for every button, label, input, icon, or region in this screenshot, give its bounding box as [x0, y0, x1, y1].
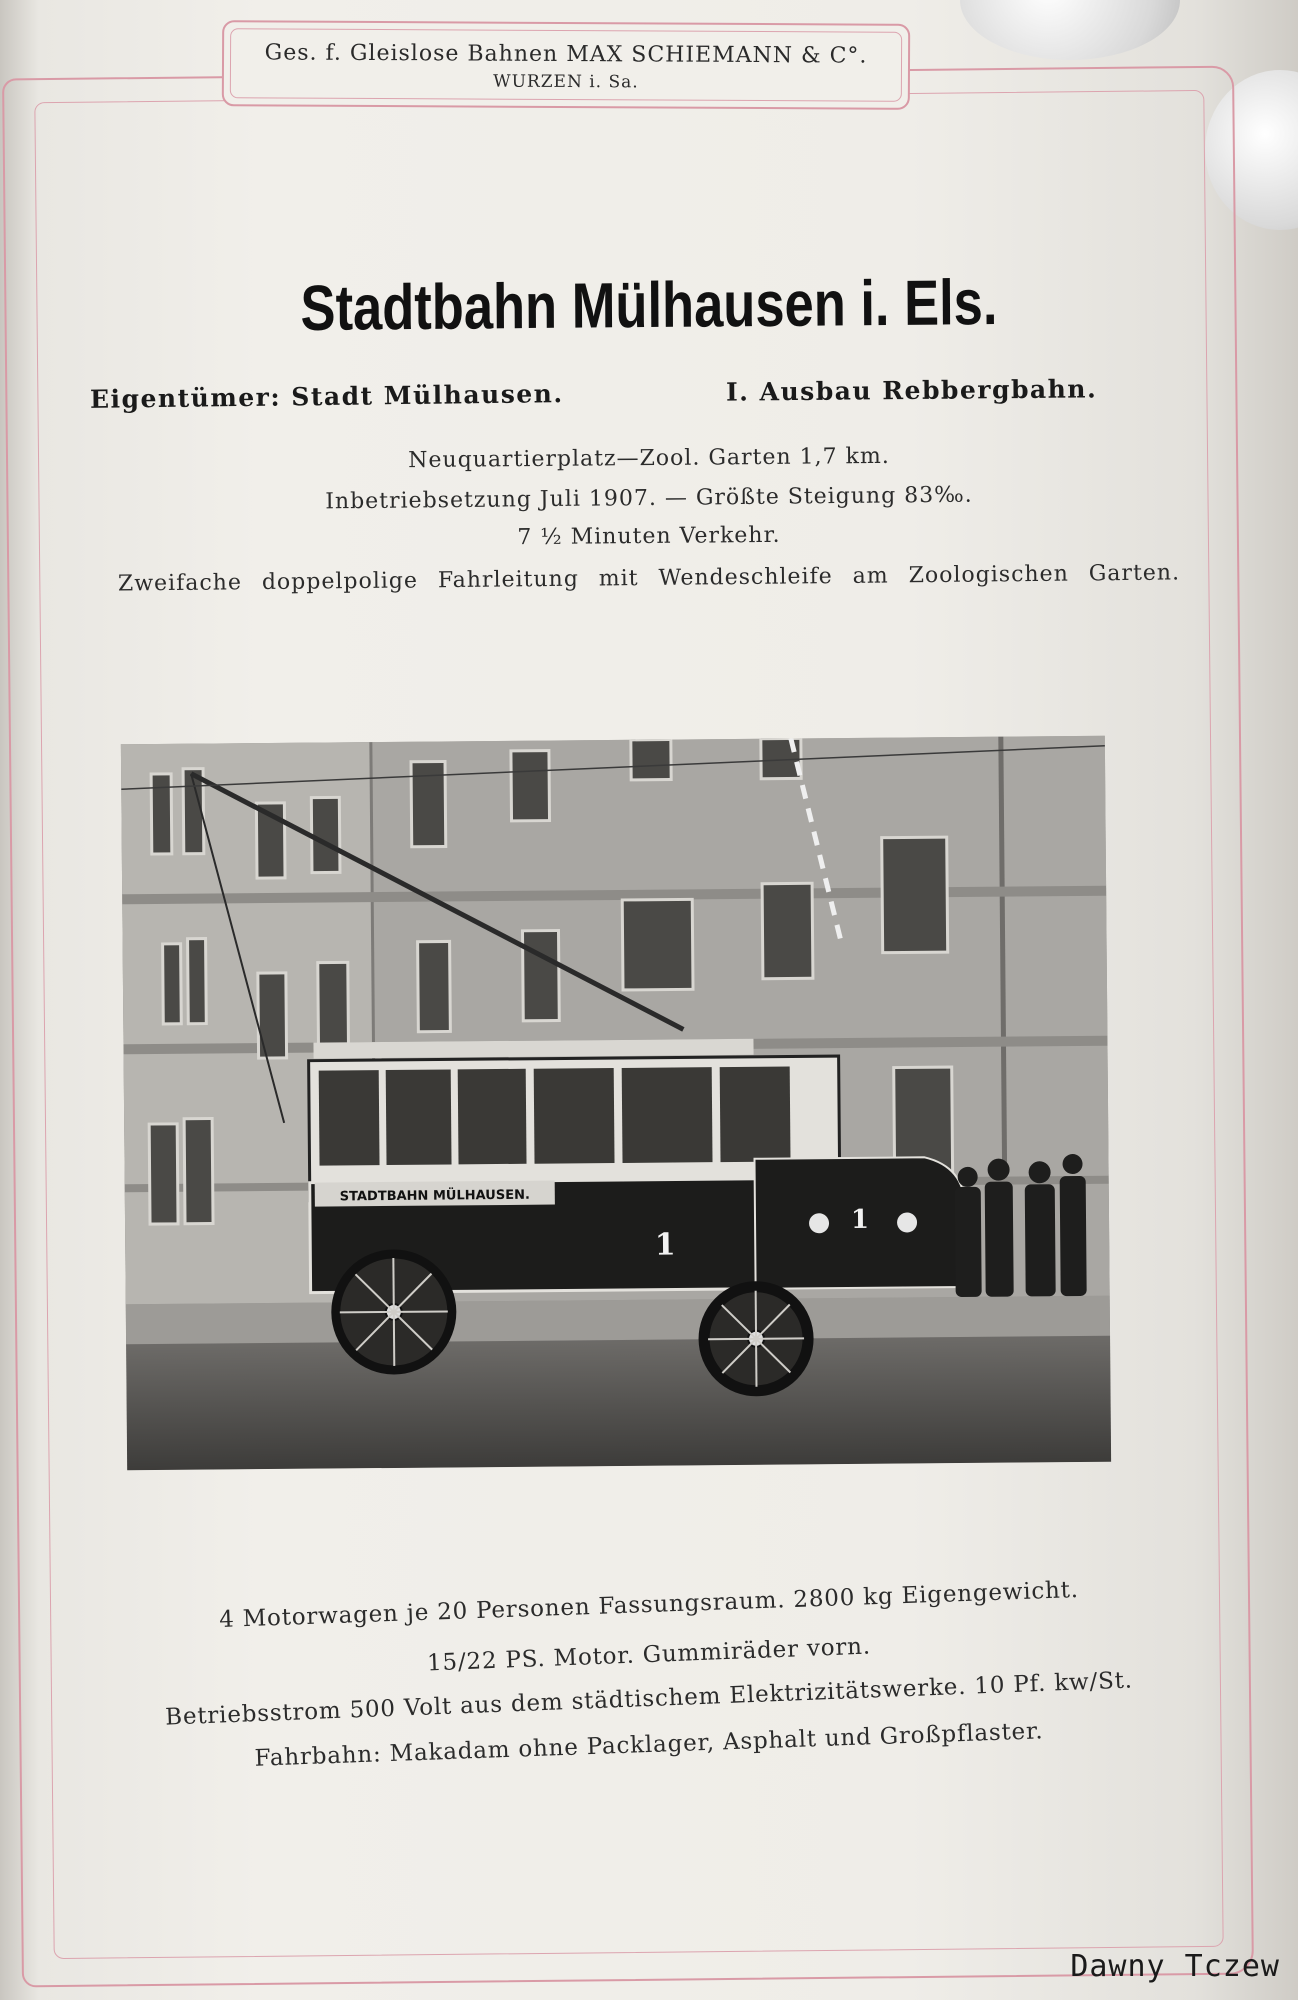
trolleybus-illustration — [121, 736, 1111, 1471]
publisher-name: Ges. f. Gleislose Bahnen MAX SCHIEMANN & C°. — [264, 40, 868, 69]
spec-line-2: 15/22 PS. Motor. Gummiräder vorn. — [426, 1633, 872, 1677]
glove-top — [960, 0, 1180, 60]
front-number: 1 — [850, 1204, 870, 1235]
route-line-2: Inbetriebsetzung Juli 1907. — Größte Steigung 83‰. — [325, 482, 973, 515]
bus-sign: STADTBAHN MÜLHAUSEN. — [339, 1187, 530, 1205]
page-title: Stadtbahn Mülhausen i. Els. — [300, 266, 998, 344]
owner-text: Eigentümer: Stadt Mülhausen. — [89, 379, 564, 414]
watermark: Dawny Tczew — [1070, 1949, 1280, 1984]
spec-line-3: Betriebsstrom 500 Volt aus dem städtischem Elektrizitätswerke. 10 Pf. kw/St. — [164, 1667, 1134, 1731]
spec-line-1: 4 Motorwagen je 20 Personen Fassungsraum. 2800 kg Eigengewicht. — [218, 1576, 1080, 1634]
spec-line-4: Fahrbahn: Makadam ohne Packlager, Asphalt und Großpflaster. — [254, 1718, 1044, 1772]
publisher-header — [222, 20, 910, 110]
trolleybus-photo — [121, 736, 1111, 1471]
route-line-3: 7 ½ Minuten Verkehr. — [517, 522, 781, 551]
route-line-1: Neuquartierplatz—Zool. Garten 1,7 km. — [408, 443, 890, 474]
route-line-4: Zweifache doppelpolige Fahrleitung mit Wendeschleife am Zoologischen Garten. — [117, 560, 1181, 597]
publisher-city: WURZEN i. Sa. — [493, 71, 639, 93]
section-text: I. Ausbau Rebbergbahn. — [725, 374, 1098, 407]
bus-number: 1 — [654, 1227, 676, 1263]
